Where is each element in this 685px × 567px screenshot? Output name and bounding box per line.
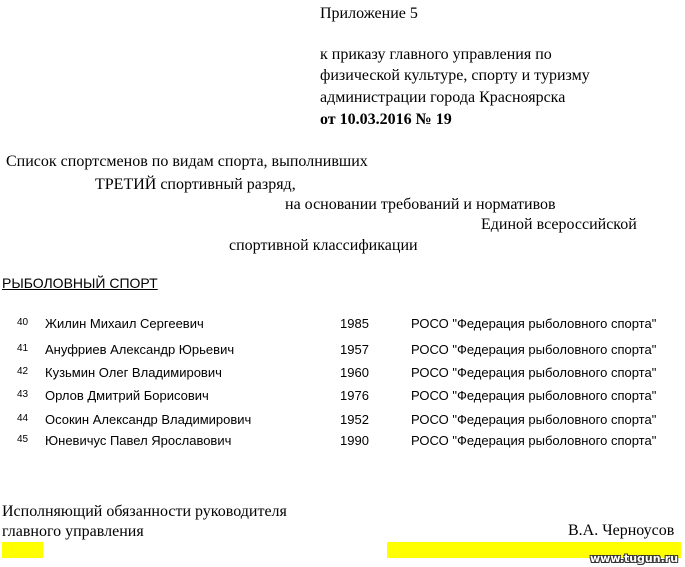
title-line-5: спортивной классификации: [229, 237, 418, 254]
row-number: 45: [17, 434, 29, 445]
order-line-3: администрации города Красноярска: [320, 89, 566, 106]
row-number: 41: [17, 343, 29, 354]
athlete-name: Кузьмин Олег Владимирович: [45, 365, 222, 380]
birth-year: 1960: [340, 365, 369, 380]
athlete-name: Орлов Дмитрий Борисович: [45, 388, 209, 403]
organization: РОСО "Федерация рыболовного спорта": [411, 316, 657, 331]
row-number: 44: [17, 413, 29, 424]
title-line-4: Единой всероссийской: [481, 216, 637, 233]
birth-year: 1976: [340, 388, 369, 403]
birth-year: 1957: [340, 342, 369, 357]
row-number: 42: [17, 366, 29, 377]
organization: РОСО "Федерация рыболовного спорта": [411, 412, 657, 427]
position-line-2: главного управления: [2, 523, 144, 540]
table-row: [0, 365, 685, 383]
organization: РОСО "Федерация рыболовного спорта": [411, 388, 657, 403]
birth-year: 1990: [340, 433, 369, 448]
watermark: www.tugun.ru: [590, 552, 679, 565]
athlete-name: Ануфриев Александр Юрьевич: [45, 342, 235, 357]
signatory-name: В.А. Черноусов: [568, 522, 675, 539]
birth-year: 1985: [340, 316, 369, 331]
athlete-name: Юневичус Павел Ярославович: [45, 433, 232, 448]
order-line-2: физической культуре, спорту и туризму: [320, 67, 590, 84]
birth-year: 1952: [340, 412, 369, 427]
order-date: от 10.03.2016 № 19: [320, 111, 452, 128]
table-row: [0, 412, 685, 430]
athlete-name: Жилин Михаил Сергеевич: [45, 316, 204, 331]
organization: РОСО "Федерация рыболовного спорта": [411, 342, 657, 357]
title-line-2: ТРЕТИЙ спортивный разряд,: [95, 176, 296, 193]
row-number: 40: [17, 317, 29, 328]
athlete-name: Осокин Александр Владимирович: [45, 412, 252, 427]
highlight-mark-left: [2, 542, 43, 558]
title-line-1: Список спортсменов по видам спорта, выполнивших: [6, 153, 368, 170]
position-line-1: Исполняющий обязанности руководителя: [2, 503, 287, 520]
section-title: РЫБОЛОВНЫЙ СПОРТ: [2, 275, 158, 291]
table-row: [0, 433, 685, 451]
appendix-label: Приложение 5: [320, 5, 418, 22]
table-row: [0, 388, 685, 406]
row-number: 43: [17, 389, 29, 400]
table-row: [0, 316, 685, 334]
order-line-1: к приказу главного управления по: [320, 46, 552, 63]
organization: РОСО "Федерация рыболовного спорта": [411, 433, 657, 448]
organization: РОСО "Федерация рыболовного спорта": [411, 365, 657, 380]
table-row: [0, 342, 685, 360]
title-line-3: на основании требований и нормативов: [285, 196, 556, 213]
